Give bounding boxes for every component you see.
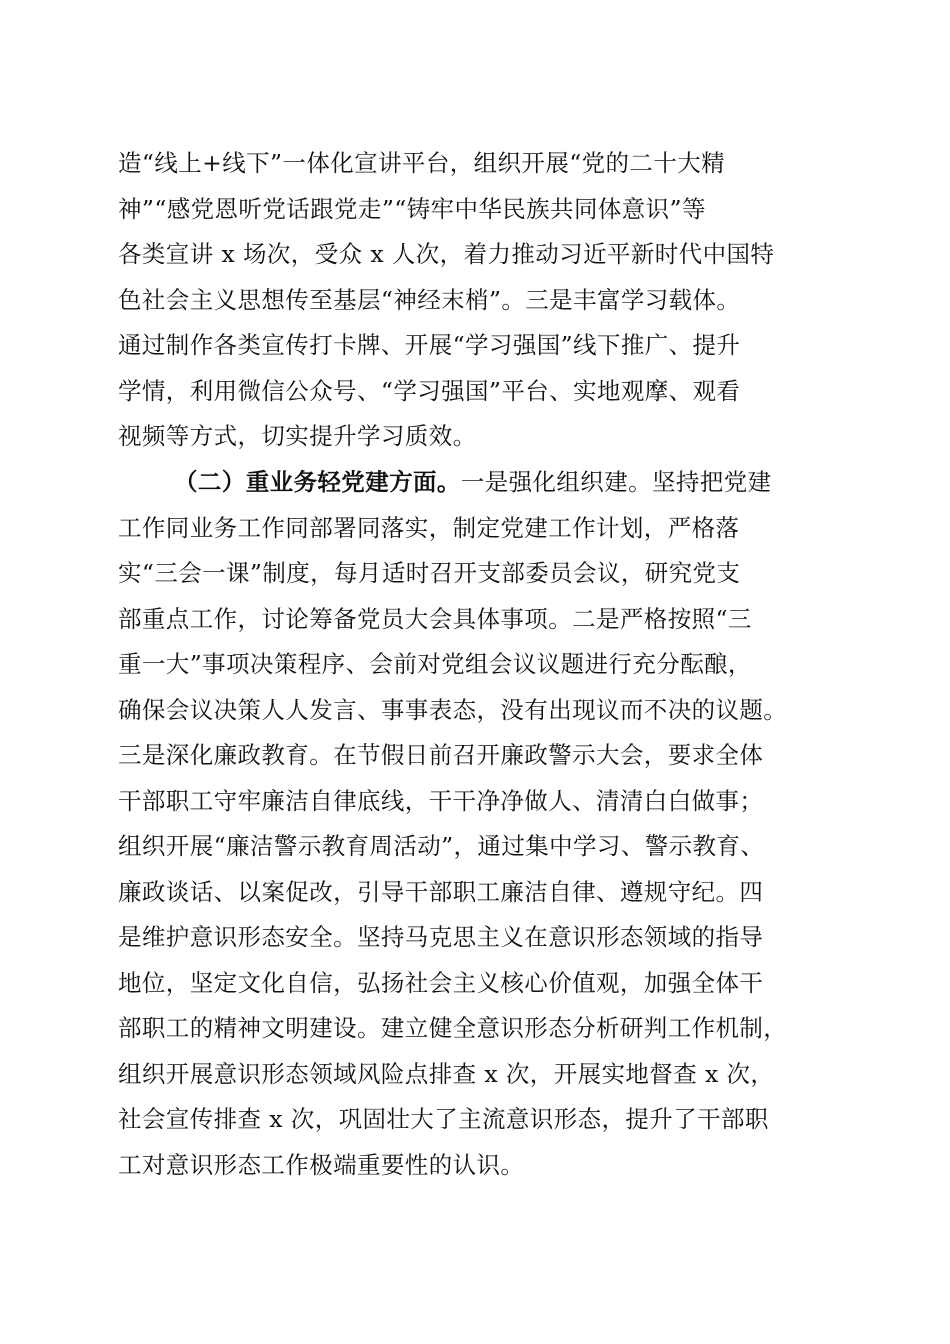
paragraph-line: 色社会主义思想传至基层“神经末梢”。三是丰富学习载体。: [118, 285, 741, 314]
paragraph-line: 学情，利用微信公众号、“学习强国”平台、实地观摩、观看: [118, 376, 741, 405]
paragraph-line: 工作同业务工作同部署同落实，制定党建工作计划，严格落: [118, 513, 740, 542]
paragraph-line: 重一大”事项决策程序、会前对党组会议议题进行充分酝酿，: [118, 650, 752, 678]
paragraph-line: 部重点工作，讨论筹备党员大会具体事项。二是严格按照“三: [118, 604, 752, 633]
paragraph-line: 造“线上+线下”一体化宣讲平台，组织开展“党的二十大精: [118, 149, 726, 177]
paragraph-line: 地位，坚定文化自信，弘扬社会主义核心价值观，加强全体干: [118, 968, 764, 997]
paragraph-line: 干部职工守牢廉洁自律底线，干干净净做人、清清白白做事；: [118, 786, 764, 815]
paragraph-line: 神”“感党恩听党话跟党走”“铸牢中华民族共同体意识”等: [118, 194, 706, 223]
paragraph-line: 通过制作各类宣传打卡牌、开展“学习强国”线下推广、提升: [118, 331, 741, 359]
section-heading: （二）重业务轻党建方面。: [174, 468, 461, 496]
paragraph-line: 工对意识形态工作极端重要性的认识。: [118, 1150, 525, 1179]
paragraph-party-building: [118, 460, 838, 1188]
paragraph-line: 组织开展“廉洁警示教育周活动”，通过集中学习、警示教育、: [118, 832, 765, 860]
first-line-text: 一是强化组织建。坚持把党建: [460, 468, 772, 496]
paragraph-first-line: [118, 460, 838, 506]
paragraph-line: 是维护意识形态安全。坚持马克思主义在意识形态领域的指导: [118, 923, 764, 951]
paragraph-line: 确保会议决策人人发言、事事表态，没有出现议而不决的议题。: [118, 695, 788, 724]
paragraph-line: 廉政谈话、以案促改，引导干部职工廉洁自律、遵规守纪。四: [118, 877, 764, 906]
paragraph-line: 社会宣传排查 x 次，巩固壮大了主流意识形态，提升了干部职: [118, 1105, 769, 1133]
paragraph-study-carriers: [118, 141, 838, 460]
paragraph-line: 三是深化廉政教育。在节假日前召开廉政警示大会，要求全体: [118, 741, 764, 769]
paragraph-line: 组织开展意识形态领域风险点排查 x 次，开展实地督查 x 次，: [118, 1059, 775, 1088]
paragraph-line: 部职工的精神文明建设。建立健全意识形态分析研判工作机制，: [118, 1014, 788, 1042]
paragraph-line: 视频等方式，切实提升学习质效。: [118, 422, 477, 450]
paragraph-line: 实“三会一课”制度，每月适时召开支部委员会议，研究党支: [118, 559, 741, 587]
paragraph-line: 各类宣讲 x 场次，受众 x 人次，着力推动习近平新时代中国特: [118, 240, 775, 268]
